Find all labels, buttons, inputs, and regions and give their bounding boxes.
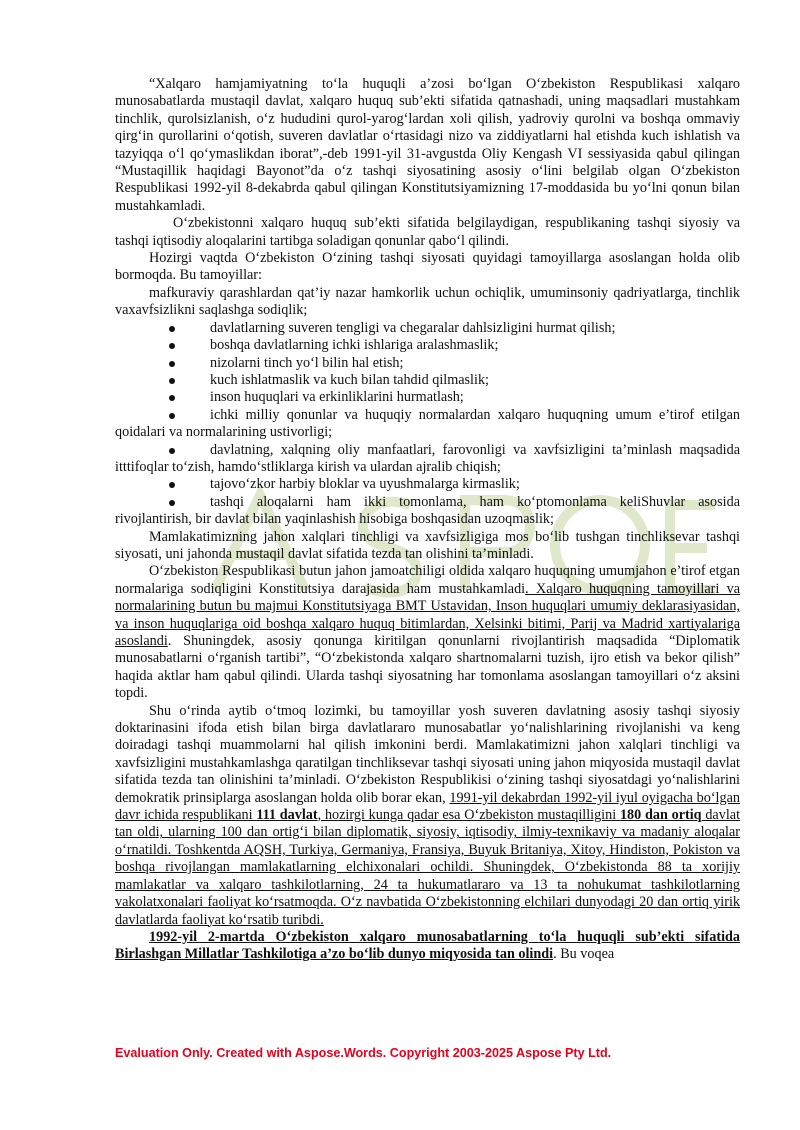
bullet-icon xyxy=(169,413,175,419)
underlined-text: , hozirgi kunga qadar esa O‘zbekiston mustaqilligini xyxy=(317,807,620,824)
bullet-icon xyxy=(169,482,175,488)
bullet-item-non-interference: boshqa davlatlarning ichki ishlariga aralashmaslik; xyxy=(115,337,740,354)
paragraph-peaceful-policy: Mamlakatimizning jahon xalqlari tinchligi va xavfsizligiga mos bo‘lib tushgan tinchliksevar tashqi siyosati, uni jahonda mustaqil davlat sifatida tezda tan olishini ta’minladi. xyxy=(115,528,740,562)
bullet-icon xyxy=(169,395,175,401)
document-body xyxy=(115,76,740,964)
bold-underlined-text: 180 dan ortiq xyxy=(619,807,702,824)
underlined-text: davlat tan oldi, ularning 100 dan ortig‘i bilan diplomatik, siyosiy, iqtisodiy, ilmiy-texnikaviy va madaniy aloqalar o‘rnatildi. Toshkentda AQSH, Turkiya, Germaniya, Fransiya, Buyuk Britaniya, Xitoy, Hindiston, Pokiston va boshqa rivojlangan mamlakatlarning elchixonalari ochildi. Shuningdek, O‘zbekistonda 88 ta xorijiy mamlakatlar va xalqaro tashkilotlarning, 24 ta hukumatlararo va 13 ta nohukumat tashkilotlarning vakolatxonalari faoliyat ko‘rsatmoqda. O‘z navbatida O‘zbekistonning elchilari dunyodagi 20 dan ortiq yirik davlatlarda faoliyat ko‘rsatib turibdi. xyxy=(115,807,741,928)
bold-underlined-text: 111 davlat xyxy=(256,807,318,824)
paragraph-laws-adopted: O‘zbekistonni xalqaro huquq sub’ekti sifatida belgilaydigan, respublikaning tashqi siyosiy va tashqi iqtisodiy aloqalarini tartibga soladigan qonunlar qabo‘l qilindi. xyxy=(115,215,740,249)
bullet-icon xyxy=(169,500,175,506)
bullet-item-no-military-blocs: tajovo‘zkor harbiy bloklar va uyushmalarga kirmaslik; xyxy=(115,476,740,493)
bullet-item-no-force: kuch ishlatmaslik va kuch bilan tahdid qilmaslik; xyxy=(115,372,740,389)
paragraph-recognition: Shu o‘rinda aytib o‘tmoq lozimki, bu tamoyillar yosh suveren davlatning asosiy tashqi siyosiy doktarinasini ifoda etish bilan birga davlatlararo munosabatlar yo‘nalishlarining rivojlanishi va keng doiradagi tashqi muammolarni hal qilish imkonini berdi. Mamlakatimizni jahon xalqlari tinchligi va xavfsizligini mustahkamlashga qaratilgan tinchliksevar tashqi siyosati uning jahon miqyosida mustaqil davlat sifatida tezda tan olinishini ta’minladi. O‘zbekiston Respublikisi o‘zining tashqi siyosatdagi yo‘nalishlarini demokratik prinsiplarga asoslangan holda olib borar ekan, 1991-yil dekabrdan 1992-yil iyul oyigacha bo‘lgan davr ichida respublikani 111 davlat, hozirgi kunga qadar esa O‘zbekiston mustaqilligini 180 dan ortiq davlat tan oldi, ularning 100 dan ortig‘i bilan diplomatik, siyosiy, iqtisodiy, ilmiy-texnikaviy va madaniy aloqalar o‘rnatildi. Toshkentda AQSH, Turkiya, Germaniya, Fransiya, Buyuk Britaniya, Xitoy, Hindiston, Pokiston va boshqa rivojlangan mamlakatlarning elchixonalari ochildi. Shuningdek, O‘zbekistonda 88 ta xorijiy mamlakatlar va xalqaro tashkilotlarning, 24 ta hukumatlararo va 13 ta nohukumat tashkilotlarning vakolatxonalari faoliyat ko‘rsatmoqda. O‘z navbatida O‘zbekistonning elchilari dunyodagi 20 dan ortiq yirik davlatlarda faoliyat ko‘rsatib turibdi. xyxy=(115,702,741,928)
bullet-icon xyxy=(169,326,175,332)
paragraph-independence-statement: “Xalqaro hamjamiyatning to‘la huquqli a’zosi bo‘lgan O‘zbekiston Respublikasi xalqaro munosabatlarda mustaqil davlat, xalqaro huquq sub’ekti sifatida qatnashadi, uning maqsadlari mustahkam tinchlik, qurolsizlanish, o‘z hududini qurol-yarog‘lardan xoli qilish, yadroviy qurolni va boshqa ommaviy qirg‘in qurollarini o‘qotish, suveren davlatlar o‘rtasidagi nizo va ziddiyatlarni hal etishda kuch ishlatish va tazyiqqa o‘l qo‘ymaslikdan iborat”,-deb 1991-yil 31-avgustda Oliy Kengash VI sessiyasida qabul qilingan “Mustaqillik haqidagi Bayonot”da o‘z tashqi siyosatining asosiy o‘lini belgilab olgan O‘zbekiston Respublikasi 1992-yil 8-dekabrda qabul qilingan Konstitutsiyamizning 17-moddasida bu yo‘lni qonun bilan mustahkamladi. xyxy=(115,76,740,214)
underlined-text: . Xalqaro huquqning tamoyillari va normalarining butun bu majmui Konstitutsiyaga BMT Ustavidan, Inson huquqlari umumiy deklarasiyasidan, va inson huquqlariga oid boshqa xalqaro huquq bitimlardan, Xelsinki bitimi, Parij va Madrid xartiyalariga asoslandi xyxy=(115,580,740,649)
bullet-item-alliances: davlatning, xalqning oliy manfaatlari, farovonligi va xavfsizligini ta’minlash maqsadida itttifoqlar to‘zish, hamdo‘stliklarga kirish va ulardan ajralib chiqish; xyxy=(115,441,740,475)
bullet-icon xyxy=(169,343,175,349)
bullet-icon xyxy=(169,361,175,367)
bullet-item-international-law-priority: ichki milliy qonunlar va huquqiy normalardan xalqaro huquqning umum e’tirof etilgan qoidalari va normalarining ustivorligi; xyxy=(115,406,740,441)
bullet-item-bilateral-multilateral: tashqi aloqalarni ham ikki tomonlama, ham ko‘ptomonlama keliShuvlar asosida rivojlantirish, bir davlat bilan yaqinlashish hisobiga boshqasidan uzoqmaslik; xyxy=(115,493,740,528)
bullet-item-human-rights: inson huquqlari va erkinliklarini hurmatlash; xyxy=(115,389,740,406)
bullet-item-sovereignty: davlatlarning suveren tengligi va chegaralar dahlsizligini hurmat qilish; xyxy=(115,320,740,337)
paragraph-constitution-norms: O‘zbekiston Respublikasi butun jahon jamoatchiligi oldida xalqaro huquqning umumjahon e’tirof etgan normalariga sodiqligini Konstitutsiya darajasida ham mustahkamladi. Xalqaro huquqning tamoyillari va normalarining butun bu majmui Konstitutsiyaga BMT Ustavidan, Inson huquqlari umumiy deklarasiyasidan, va inson huquqlariga oid boshqa xalqaro huquq bitimlardan, Xelsinki bitimi, Parij va Madrid xartiyalariga asoslandi. Shuningdek, asosiy qonunga kiritilgan qonunlarni rivojlantirish maqsadida “Diplomatik munosabatlarni o‘rganish tartibi”, “O‘zbekistonda xalqaro shartnomalarni tuzish, ijro etish va bekor qilish” haqida aktlar ham qabul qilindi. Ularda tashqi siyosatning har tomonlama asoslangan tamoyillari o‘z aksini topdi. xyxy=(115,563,740,702)
evaluation-notice: Evaluation Only. Created with Aspose.Words. Copyright 2003-2025 Aspose Pty Ltd. xyxy=(115,1046,612,1060)
bullet-item-peaceful-resolution: nizolarni tinch yo‘l bilin hal etish; xyxy=(115,355,740,372)
bullet-icon xyxy=(169,448,175,454)
paragraph-un-membership: 1992-yil 2-martda O‘zbekiston xalqaro munosabatlarning to‘la huquqli sub’ekti sifatida Birlashgan Millatlar Tashkilotiga a’zo bo‘lib dunyo miqyosida tan olindi. Bu voqea xyxy=(115,928,740,963)
paragraph-principles-intro: Hozirgi vaqtda O‘zbekiston O‘zining tashqi siyosati quyidagi tamoyillarga asoslangan holda olib bormoqda. Bu tamoyillar: xyxy=(115,250,740,284)
bold-underlined-text: 1992-yil 2-martda O‘zbekiston xalqaro munosabatlarning to‘la huquqli sub’ekti sifatida Birlashgan Millatlar Tashkilotiga a’zo bo‘lib dunyo miqyosida tan olindi xyxy=(115,928,740,963)
underlined-text: 1991-yil dekabrdan 1992-yil iyul oyigacha bo‘lgan davr ichida respublikani xyxy=(115,789,740,824)
bullet-icon xyxy=(169,378,175,384)
bullet-item-openness: mafkuraviy qarashlardan qat’iy nazar hamkorlik uchun ochiqlik, umuminsoniy qadriyatlarga, tinchlik vaxavfsizlikni saqlashga sodiqlik; xyxy=(115,284,740,319)
